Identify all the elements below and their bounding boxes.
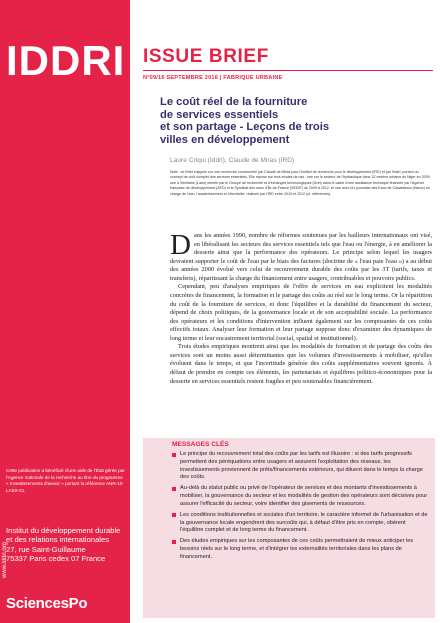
key-message-item [172,512,430,535]
key-message-text: Les conditions institutionnelles et sociales d'un territoire, le caractère informel de l'urbanisation et de la gouvernance locale engendrent des surcoûts qui, à défaut d'être pris en compte, obèrent l'équilibre complet et de long terme du financement. [180,511,428,534]
title-line: villes en développement [160,133,290,146]
website-url-text: www.iddri.org [2,541,8,578]
bullet-icon [172,487,176,491]
bullet-icon [172,540,176,544]
title-line: et son partage - Leçons de trois [160,121,330,134]
body-paragraph: Cependant, peu d'analyses empiriques de l'offre de services en eau explicitent les modalités concrètes de financement, la formation et le partage des coûts au réel sur le long terme. Or la répartition du coût de la fourniture de services, et donc l'équilibre et la durabilité du financement du secteur, dépend de choix politiques, de la gouvernance locale et de son acceptabilité sociale. La performance des opérateurs et les conditions d'intervention influent également sur les composantes de ces coûts effectifs totaux. Analyser leur formation et leur partage suppose donc d'examiner des dynamiques de long terme et leur encastrement territorial (social, spatial et institutionnel). [170,283,432,342]
key-message-item [172,485,430,508]
iddri-logo: IDDRI [6,37,126,84]
key-message-text: Le principe du recouvrement total des coûts par les tarifs est illusoire : si des tarifs progressifs permettent des péréquations entre usagers et assurent l'exploitation des réseaux, les investissements proviennent de prêts/financements extérieurs, qui diluent dans le temps la charge des coûts. [180,451,423,481]
bullet-icon [172,453,176,457]
key-messages-list [172,451,430,565]
key-message-item [172,451,430,482]
key-messages-title: MESSAGES CLÉS [172,441,229,448]
sidebar-band [0,0,130,623]
sciencespo-logo: SciencesPo [6,595,88,612]
key-message-item [172,538,430,561]
key-message-text: Au-delà du statut public ou privé de l'opérateur de services et des montants d'investissements à mobiliser, la gouvernance du secteur et les modalités de gestion des opérateurs sont décisives pour assurer l'efficacité du secteur, voire identifier des gisements de ressources. [180,485,428,507]
title-line: Le coût réel de la fourniture [160,96,308,108]
body-paragraph: Trois études empiriques montrent ainsi que les modalités de formation et de partage des coûts des services sont un moins aussi déterminantes que les volumes d'investissements à mobiliser, qu'elles évoluent dans le temps, et que l'incertitude générée des coûts supplémentaires souvent ignorés. À défaut de prendre en compte ces éléments, les partenariats et équilibres politico-économiques pour la desserte en services essentiels restent fragiles et peu soutenables financièrement. [170,343,432,385]
title-line: de services essentiels [160,108,279,121]
drop-cap: D [170,229,191,261]
header-divider [143,70,433,71]
funding-note: Cette publication a bénéficié d'une aide de l'État gérée par l'Agence nationale de la recherche au titre du programme « Investissements d'avenir » portant la référence ANR-10-LABX-01. [6,468,125,493]
body-paragraph [170,229,432,283]
institute-line: 27, rue Saint-Guillaume [6,544,86,554]
key-message-text: Des études empiriques sur les composantes de ces coûts permettraient de mieux anticiper les besoins réels sur le long terme, et d'intégrer les externalités territoriales dans les plans de financement. [180,538,414,560]
issue-brief-heading: ISSUE BRIEF [143,46,269,67]
institute-line: Institut du développement durable [6,526,121,535]
bullet-icon [172,513,176,517]
research-note: Note : ce Brief s'appuie sur une recherche coordonnée par Claude de Miras pour l'Institut de recherche pour le développement (IRD) et par l'Iddri, portant du concept de coût complet des services essentiels. Elle repose sur trois études de cas : une sur le secteur de l'hydraulique dans 32 centres urbains du Niger en 2009, une à Vientiane (Laos) menée par le Groupe de recherche et d'échanges technologiques (Gret) dans le cadre d'une assistance technique financée par l'Agence française de développement (AFD) et le Syndicat des eaux d'Île-de-France (SEDIF) de 2009 à 2012, et une avec la Lyonnaise des Eaux de Casablanca (Maroc) en charge de l'eau, l'assainissement et l'électricité, réalisée par l'IRD entre 2010 et 2012 (cf. références). [170,170,431,196]
website-url[interactable] [0,520,8,580]
paragraph-text: ans les années 1990, nombre de réformes soutenues par les bailleurs internationaux ont visé, en libéralisant les secteurs des services essentiels tels que l'eau ou l'énergie, à en améliorer la desserte ainsi que la performance des opérateurs. Le principe selon lequel les usagers devraient supporter le coût de l'eau par le biais des factures (doctrine de « l'eau paie l'eau ») a au début des années 2000 évolué vers celui de recouvrement durable des coûts par les 3T (tarifs, taxes et transferts), répartissant la charge du financement entre usagers, contribuables et pouvoirs publics. [170,232,432,282]
issue-meta: N°09/16 SEPTEMBRE 2016 | FABRIQUE URBAINE [143,75,283,81]
institute-line: et des relations internationales [6,535,110,545]
body-text [170,229,432,386]
institute-address [6,526,128,564]
authors: Laure Criqui (Iddri), Claude de Miras (IRD) [170,157,295,164]
institute-line: 75337 Paris cedex 07 France [6,554,106,564]
document-title [160,96,430,146]
